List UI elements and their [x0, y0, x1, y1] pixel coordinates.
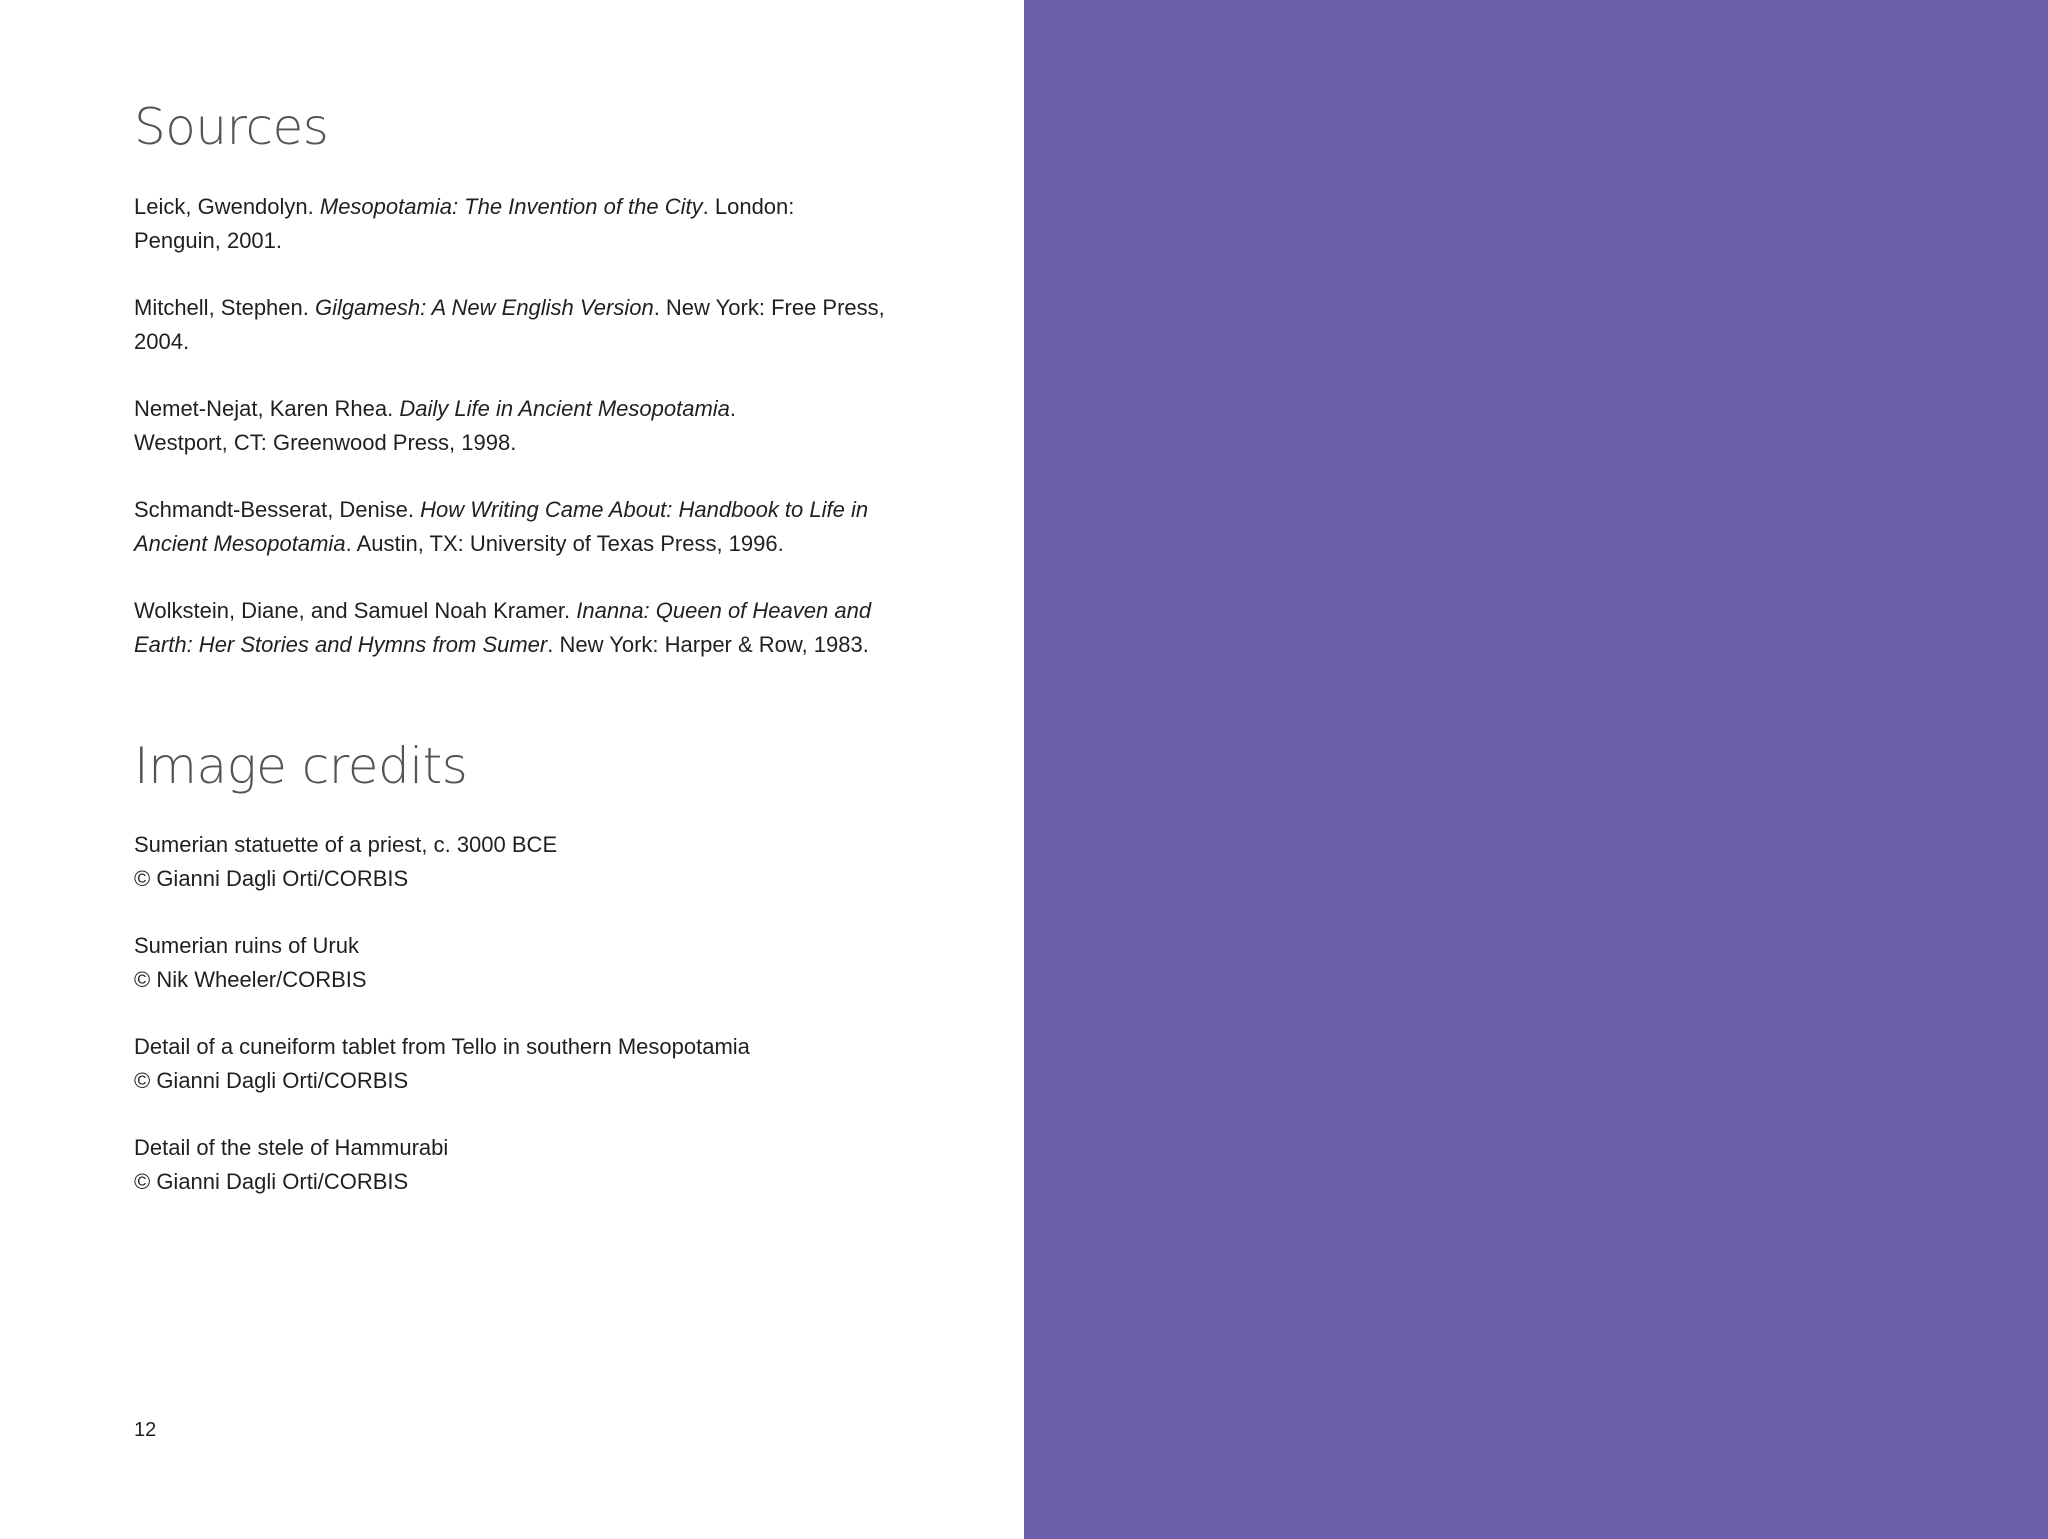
source-entry	[134, 190, 894, 258]
credit-copyright: © Gianni Dagli Orti/CORBIS	[134, 1068, 409, 1093]
accent-color-panel	[1024, 0, 2048, 1539]
source-entry	[134, 594, 894, 662]
source-entry	[134, 392, 894, 460]
credit-entry	[134, 1131, 894, 1199]
credit-caption: Detail of a cuneiform tablet from Tello in southern Mesopotamia	[134, 1034, 750, 1059]
source-text: . New York: Free Press,	[653, 295, 885, 320]
source-text: Mitchell, Stephen.	[134, 295, 315, 320]
source-line	[134, 594, 894, 628]
credit-copyright: © Gianni Dagli Orti/CORBIS	[134, 866, 409, 891]
source-line	[134, 325, 894, 359]
credit-entry	[134, 828, 894, 896]
source-line	[134, 224, 894, 258]
source-text: Leick, Gwendolyn.	[134, 194, 320, 219]
credit-entry	[134, 929, 894, 997]
source-text: . Austin, TX: University of Texas Press, 1996.	[345, 531, 784, 556]
source-title: How Writing Came About: Handbook to Life in	[420, 497, 869, 522]
source-line	[134, 190, 894, 224]
source-title: Earth: Her Stories and Hymns from Sumer	[134, 632, 548, 657]
source-text: . London:	[702, 194, 795, 219]
credit-copyright: © Nik Wheeler/CORBIS	[134, 967, 367, 992]
source-line	[134, 628, 894, 662]
source-title: Inanna: Queen of Heaven and	[576, 598, 872, 623]
credit-caption: Sumerian statuette of a priest, c. 3000 BCE	[134, 832, 558, 857]
source-text: .	[729, 396, 737, 421]
credit-entry	[134, 1030, 894, 1098]
image-credits-heading: Image credits	[134, 737, 468, 795]
credit-caption: Sumerian ruins of Uruk	[134, 933, 359, 958]
source-line	[134, 291, 894, 325]
source-entry	[134, 493, 894, 561]
source-line	[134, 493, 894, 527]
credit-copyright: © Gianni Dagli Orti/CORBIS	[134, 1169, 409, 1194]
source-text: Westport, CT: Greenwood Press, 1998.	[134, 430, 517, 455]
page-number: 12	[134, 1419, 157, 1441]
credit-caption: Detail of the stele of Hammurabi	[134, 1135, 449, 1160]
source-text: . New York: Harper & Row, 1983.	[547, 632, 869, 657]
source-entry	[134, 291, 894, 359]
source-text: 2004.	[134, 329, 190, 354]
source-line	[134, 527, 894, 561]
sources-heading: Sources	[134, 98, 329, 156]
source-line	[134, 392, 894, 426]
source-title: Daily Life in Ancient Mesopotamia	[399, 396, 730, 421]
source-title: Ancient Mesopotamia	[134, 531, 346, 556]
source-text: Wolkstein, Diane, and Samuel Noah Kramer.	[134, 598, 577, 623]
source-line	[134, 426, 894, 460]
source-text: Nemet-Nejat, Karen Rhea.	[134, 396, 400, 421]
source-title: Mesopotamia: The Invention of the City	[319, 194, 703, 219]
source-text: Penguin, 2001.	[134, 228, 283, 253]
source-title: Gilgamesh: A New English Version	[314, 295, 654, 320]
source-text: Schmandt-Besserat, Denise.	[134, 497, 421, 522]
